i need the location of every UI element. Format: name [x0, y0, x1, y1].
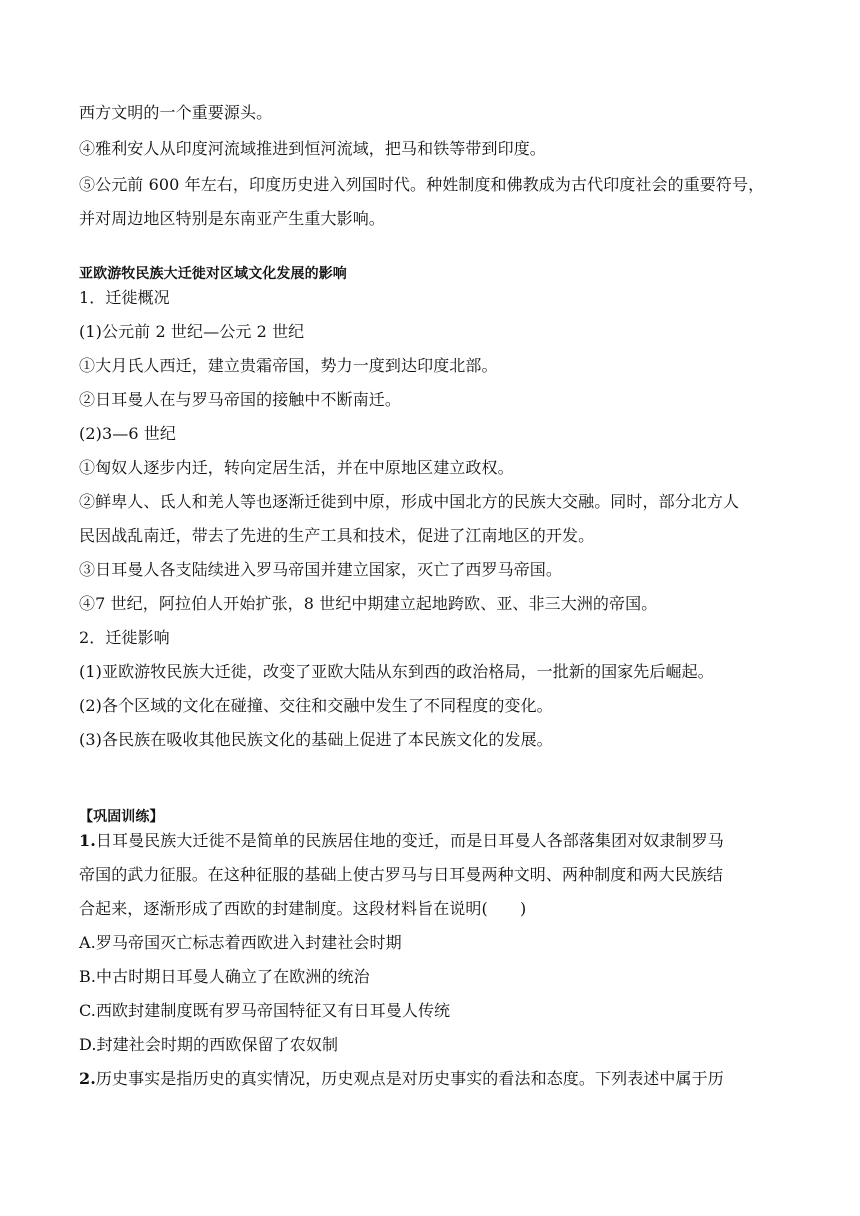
question-1-text: 日耳曼民族大迁徙不是简单的民族居住地的变迁，而是日耳曼人各部落集团对奴隶制罗马: [95, 831, 724, 850]
question-1-option-a: A.罗马帝国灭亡标志着西欧进入封建社会时期: [79, 933, 402, 952]
section-title: 亚欧游牧民族大迁徙对区域文化发展的影响: [79, 266, 347, 282]
period-2-item-4: ④7 世纪，阿拉伯人开始扩张，8 世纪中期建立起地跨欧、亚、非三大洲的帝国。: [79, 594, 658, 613]
question-2-text: 历史事实是指历史的真实情况，历史观点是对历史事实的看法和态度。下列表述中属于历: [95, 1069, 724, 1088]
question-1-option-c: C.西欧封建制度既有罗马帝国特征又有日耳曼人传统: [79, 1001, 451, 1020]
subsection-title-migration: 1．迁徙概况: [79, 288, 170, 307]
period-2-item-2-line-2: 民因战乱南迁，带去了先进的生产工具和技术，促进了江南地区的开发。: [79, 526, 595, 545]
period-2-title: (2)3—6 世纪: [79, 424, 177, 443]
question-1-option-b: B.中古时期日耳曼人确立了在欧洲的统治: [79, 967, 370, 986]
question-1-line-3: 合起来，逐渐形成了西欧的封建制度。这段材料旨在说明( ): [79, 899, 527, 918]
question-1-line-2: 帝国的武力征服。在这种征服的基础上使古罗马与日耳曼两种文明、两种制度和两大民族结: [79, 865, 724, 884]
exercise-title: 【巩固训练】: [79, 809, 164, 825]
question-1-line-1: [79, 831, 724, 851]
subsection-title-impact: 2．迁徙影响: [79, 628, 170, 647]
period-2-item-2-line-1: ②鲜卑人、氐人和羌人等也逐渐迁徙到中原，形成中国北方的民族大交融。同时，部分北方人: [79, 492, 740, 511]
question-2-number: 2.: [79, 1069, 96, 1088]
period-2-item-3: ③日耳曼人各支陆续进入罗马帝国并建立国家，灭亡了西罗马帝国。: [79, 560, 563, 579]
impact-item-1: (1)亚欧游牧民族大迁徙，改变了亚欧大陆从东到西的政治格局，一批新的国家先后崛起。: [79, 662, 714, 681]
impact-item-2: (2)各个区域的文化在碰撞、交往和交融中发生了不同程度的变化。: [79, 696, 553, 715]
period-1-title: (1)公元前 2 世纪—公元 2 世纪: [79, 322, 305, 341]
period-1-item-1: ①大月氏人西迁，建立贵霜帝国，势力一度到达印度北部。: [79, 356, 498, 375]
question-1-option-d: D.封建社会时期的西欧保留了农奴制: [79, 1035, 339, 1054]
intro-line-4: 并对周边地区特别是东南亚产生重大影响。: [79, 209, 385, 228]
question-1-number: 1.: [79, 831, 96, 850]
intro-line-1: 西方文明的一个重要源头。: [79, 103, 273, 122]
period-1-item-2: ②日耳曼人在与罗马帝国的接触中不断南迁。: [79, 390, 402, 409]
intro-line-3: ⑤公元前 600 年左右，印度历史进入列国时代。种姓制度和佛教成为古代印度社会的重要符号，: [79, 175, 765, 194]
impact-item-3: (3)各民族在吸收其他民族文化的基础上促进了本民族文化的发展。: [79, 730, 553, 749]
period-2-item-1: ①匈奴人逐步内迁，转向定居生活，并在中原地区建立政权。: [79, 458, 514, 477]
intro-line-2: ④雅利安人从印度河流域推进到恒河流域，把马和铁等带到印度。: [79, 139, 546, 158]
question-2-line-1: [79, 1069, 724, 1089]
